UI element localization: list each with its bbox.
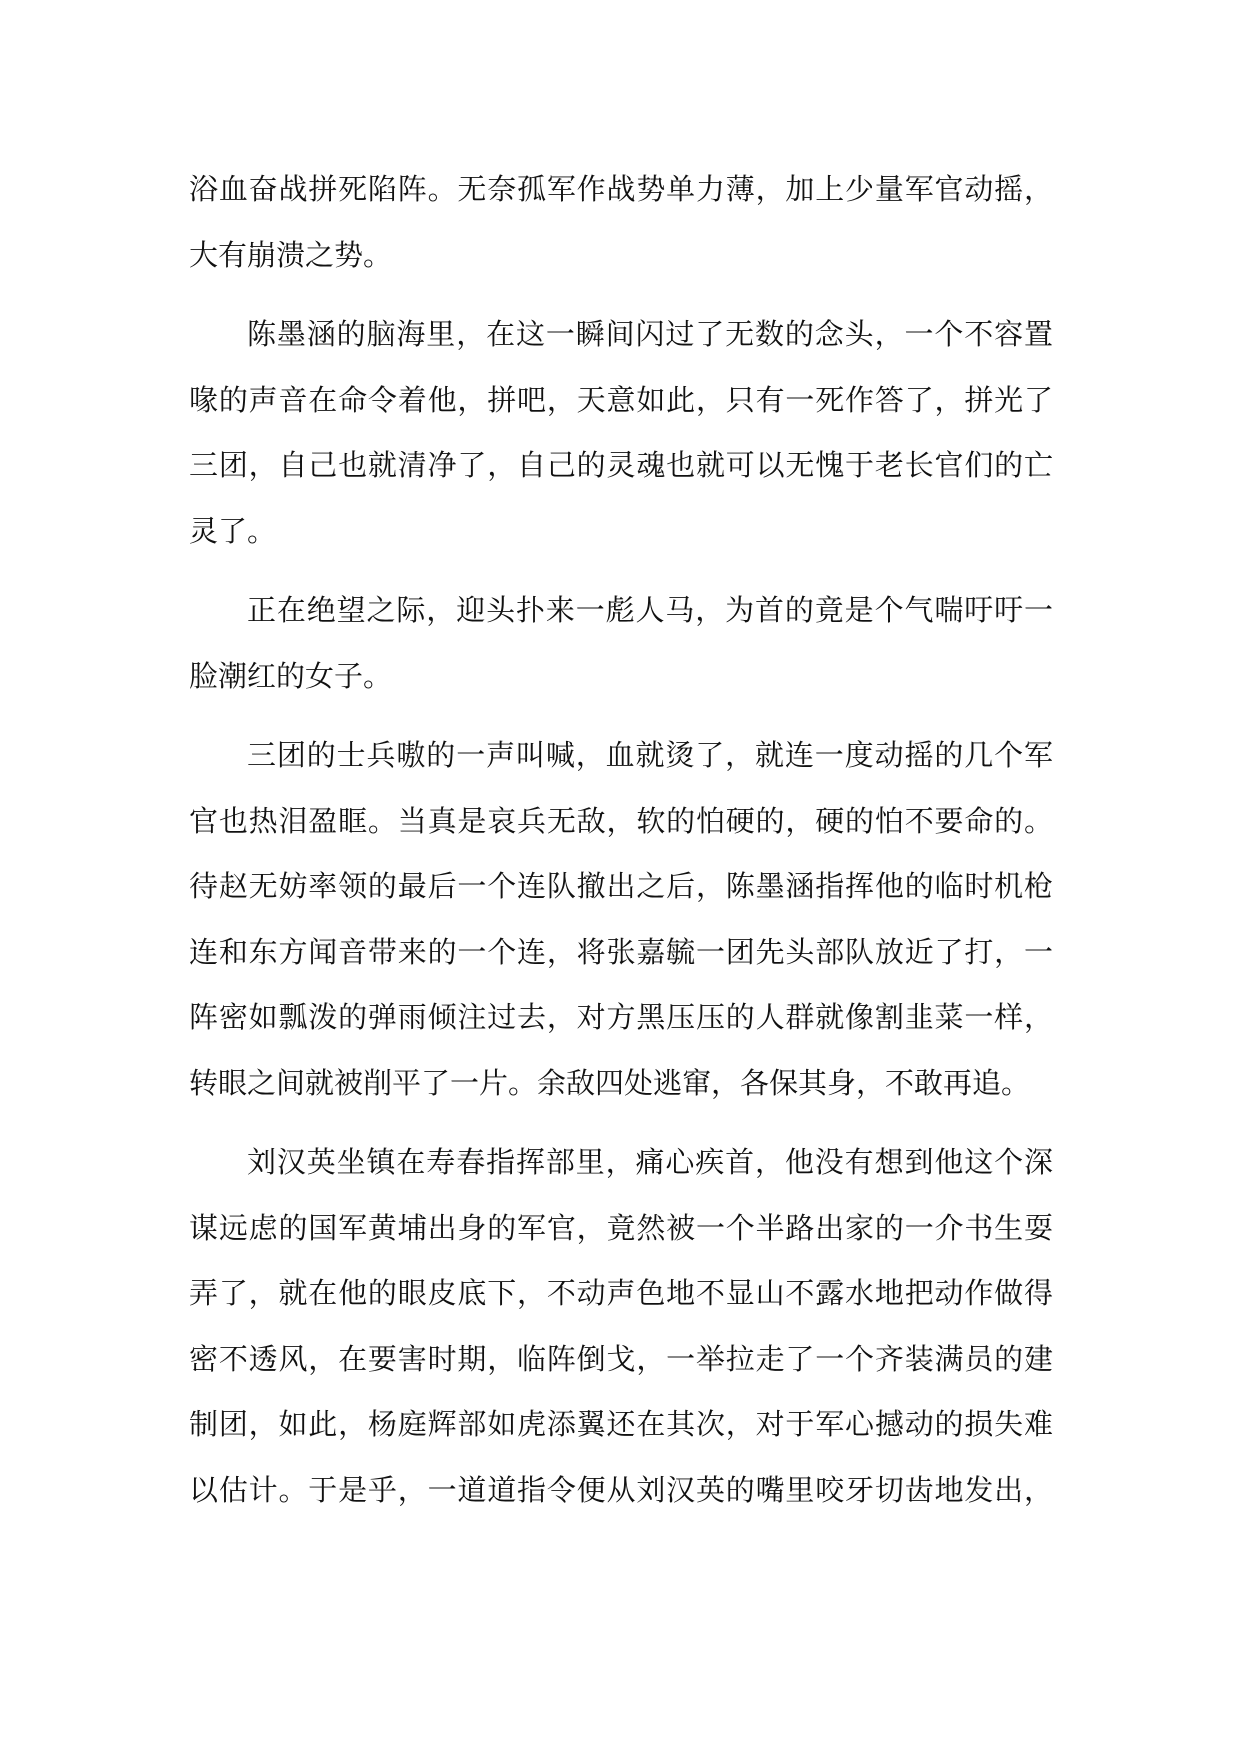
text-line: 以估计。于是乎，一道道指令便从刘汉英的嘴里咬牙切齿地发出，: [189, 1472, 1053, 1507]
text-line: 大有崩溃之势。: [189, 237, 393, 272]
text-line: 三团的士兵嗷的一声叫喊，血就烫了，就连一度动摇的几个军: [247, 738, 1053, 772]
text-line: 阵密如瓢泼的弹雨倾注过去，对方黑压压的人群就像割韭菜一样，: [189, 1000, 1053, 1034]
paragraph-2: [189, 302, 1053, 564]
text-line: 连和东方闻音带来的一个连，将张嘉毓一团先头部队放近了打，一: [189, 934, 1053, 969]
text-line: 喙的声音在命令着他，拼吧，天意如此，只有一死作答了，拼光了: [189, 382, 1053, 417]
text-line: 正在绝望之际，迎头扑来一彪人马，为首的竟是个气喘吁吁一: [247, 593, 1053, 627]
text-line: 密不透风，在要害时期，临阵倒戈，一举拉走了一个齐装满员的建: [189, 1341, 1053, 1376]
paragraph-1: [189, 157, 1053, 288]
text-line: 灵了。: [189, 513, 277, 548]
paragraph-5: [189, 1130, 1053, 1523]
text-line: 三团，自己也就清净了，自己的灵魂也就可以无愧于老长官们的亡: [189, 448, 1053, 482]
text-line: 陈墨涵的脑海里，在这一瞬间闪过了无数的念头，一个不容置: [247, 317, 1053, 351]
text-line: 制团，如此，杨庭辉部如虎添翼还在其次，对于军心撼动的损失难: [189, 1407, 1053, 1441]
text-line: 脸潮红的女子。: [189, 658, 393, 693]
text-line: 浴血奋战拼死陷阵。无奈孤军作战势单力薄，加上少量军官动摇，: [189, 172, 1053, 206]
text-line: 刘汉英坐镇在寿春指挥部里，痛心疾首，他没有想到他这个深: [247, 1145, 1053, 1179]
text-line: 转眼之间就被削平了一片。余敌四处逃窜，各保其身，不敢再追。: [189, 1065, 1031, 1100]
paragraph-4: [189, 723, 1053, 1116]
body-text: [189, 157, 1053, 1523]
paragraph-3: [189, 578, 1053, 709]
text-line: 待赵无妨率领的最后一个连队撤出之后，陈墨涵指挥他的临时机枪: [189, 869, 1053, 903]
text-line: 弄了，就在他的眼皮底下，不动声色地不显山不露水地把动作做得: [189, 1276, 1053, 1310]
text-line: 谋远虑的国军黄埔出身的军官，竟然被一个半路出家的一介书生耍: [189, 1210, 1053, 1245]
text-line: 官也热泪盈眶。当真是哀兵无敌，软的怕硬的，硬的怕不要命的。: [189, 803, 1053, 838]
